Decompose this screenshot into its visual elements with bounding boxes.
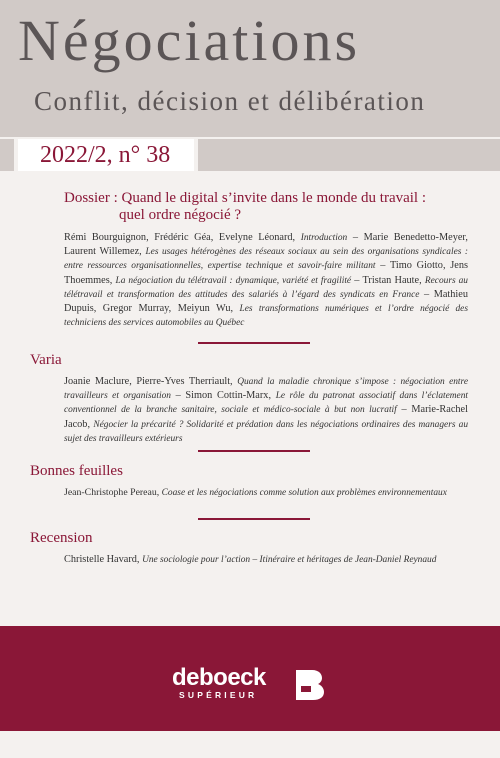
section-divider xyxy=(198,518,310,520)
entry-title: Recours au télétravail et transformation des attitudes des salariés à l’égard des syndicats en France xyxy=(64,275,468,300)
issue-bar-right xyxy=(198,139,500,171)
entry-authors: Christelle Havard, xyxy=(64,554,143,565)
entry-sep: – xyxy=(419,288,434,300)
entry-title: Les transformations numériques et l’ordre négocié des techniciens des services automobiles au Québec xyxy=(64,304,468,329)
entry-authors: Mathieu Dupuis, Gregor Murray, Meiyun Wu, xyxy=(64,288,469,315)
issue-bar xyxy=(0,139,500,171)
journal-subtitle: Conflit, décision et délibération xyxy=(34,86,426,116)
issue-number: 2022/2, n° 38 xyxy=(40,142,171,168)
entry-sep: – xyxy=(170,390,186,402)
entry-title: Les usages hétérogènes des réseaux sociaux au sein des organisations syndicales : entre ressources organisationnelles, expertise technique et savoir-faire militant xyxy=(64,247,468,272)
entry-authors: Marie Benedetto-Meyer, Laurent Willemez, xyxy=(64,232,469,258)
publisher-logo xyxy=(172,666,332,706)
entry-sep: – xyxy=(396,404,412,416)
entry-authors: Simon Cottin-Marx, xyxy=(185,390,276,402)
varia-entries xyxy=(64,375,468,446)
logo-wordmark: deboeck xyxy=(172,664,266,691)
logo-subtitle: SUPÉRIEUR xyxy=(179,690,258,700)
journal-title: Négociations xyxy=(18,8,361,73)
varia-heading: Varia xyxy=(30,352,62,368)
bottom-strip xyxy=(0,731,500,758)
recension-heading: Recension xyxy=(30,530,93,546)
bonnes-feuilles-heading: Bonnes feuilles xyxy=(30,463,123,479)
section-divider xyxy=(198,342,310,344)
entry-authors: Marie-Rachel Jacob, xyxy=(64,404,468,430)
logo-b-icon xyxy=(292,668,326,702)
publisher-footer xyxy=(0,626,500,731)
entry-title: La négociation du télétravail : dynamique, variété et fragilité xyxy=(115,275,352,286)
issue-box xyxy=(18,139,194,171)
entry-title: Le rôle du patronat associatif dans l’éclatement conventionnel de la branche sanitaire, sociale et médico-sociale à but non lucratif xyxy=(64,391,469,416)
entry-title: Une sociologie pour l’action – Itinéraire et héritages de Jean-Daniel Reynaud xyxy=(142,555,437,565)
recension-entries xyxy=(64,553,468,567)
entry-title: Introduction xyxy=(300,233,348,243)
dossier-entries xyxy=(64,231,468,330)
entry-sep: – xyxy=(351,274,363,286)
entry-sep: – xyxy=(375,260,390,272)
entry-title: Quand la maladie chronique s’impose : négociation entre travailleurs et organisation xyxy=(64,377,468,402)
bonnes-feuilles-entries xyxy=(64,486,468,500)
issue-bar-left xyxy=(0,139,14,171)
entry-authors: Tristan Haute, xyxy=(362,274,425,286)
entry-sep: – xyxy=(347,232,364,243)
entry-title: Coase et les négociations comme solution aux problèmes environnementaux xyxy=(161,488,447,498)
dossier-label-2: quel ordre négocié ? xyxy=(119,207,242,223)
section-divider xyxy=(198,450,310,452)
entry-authors: Timo Giotto, Jens Thoemmes, xyxy=(64,260,468,286)
dossier-label: Dossier : Quand le digital s’invite dans le monde du travail : xyxy=(64,190,427,206)
dossier-heading xyxy=(64,190,426,224)
entry-authors: Joanie Maclure, Pierre-Yves Therriault, xyxy=(64,376,238,387)
entry-title: Négocier la précarité ? Solidarité et prédation dans les négociations ordinaires des managers au sujet des travailleurs extérieurs xyxy=(64,419,469,444)
cover-header xyxy=(0,0,500,137)
entry-authors: Jean-Christophe Pereau, xyxy=(64,487,162,498)
entry-authors: Rémi Bourguignon, Frédéric Géa, Evelyne Léonard, xyxy=(64,232,301,243)
